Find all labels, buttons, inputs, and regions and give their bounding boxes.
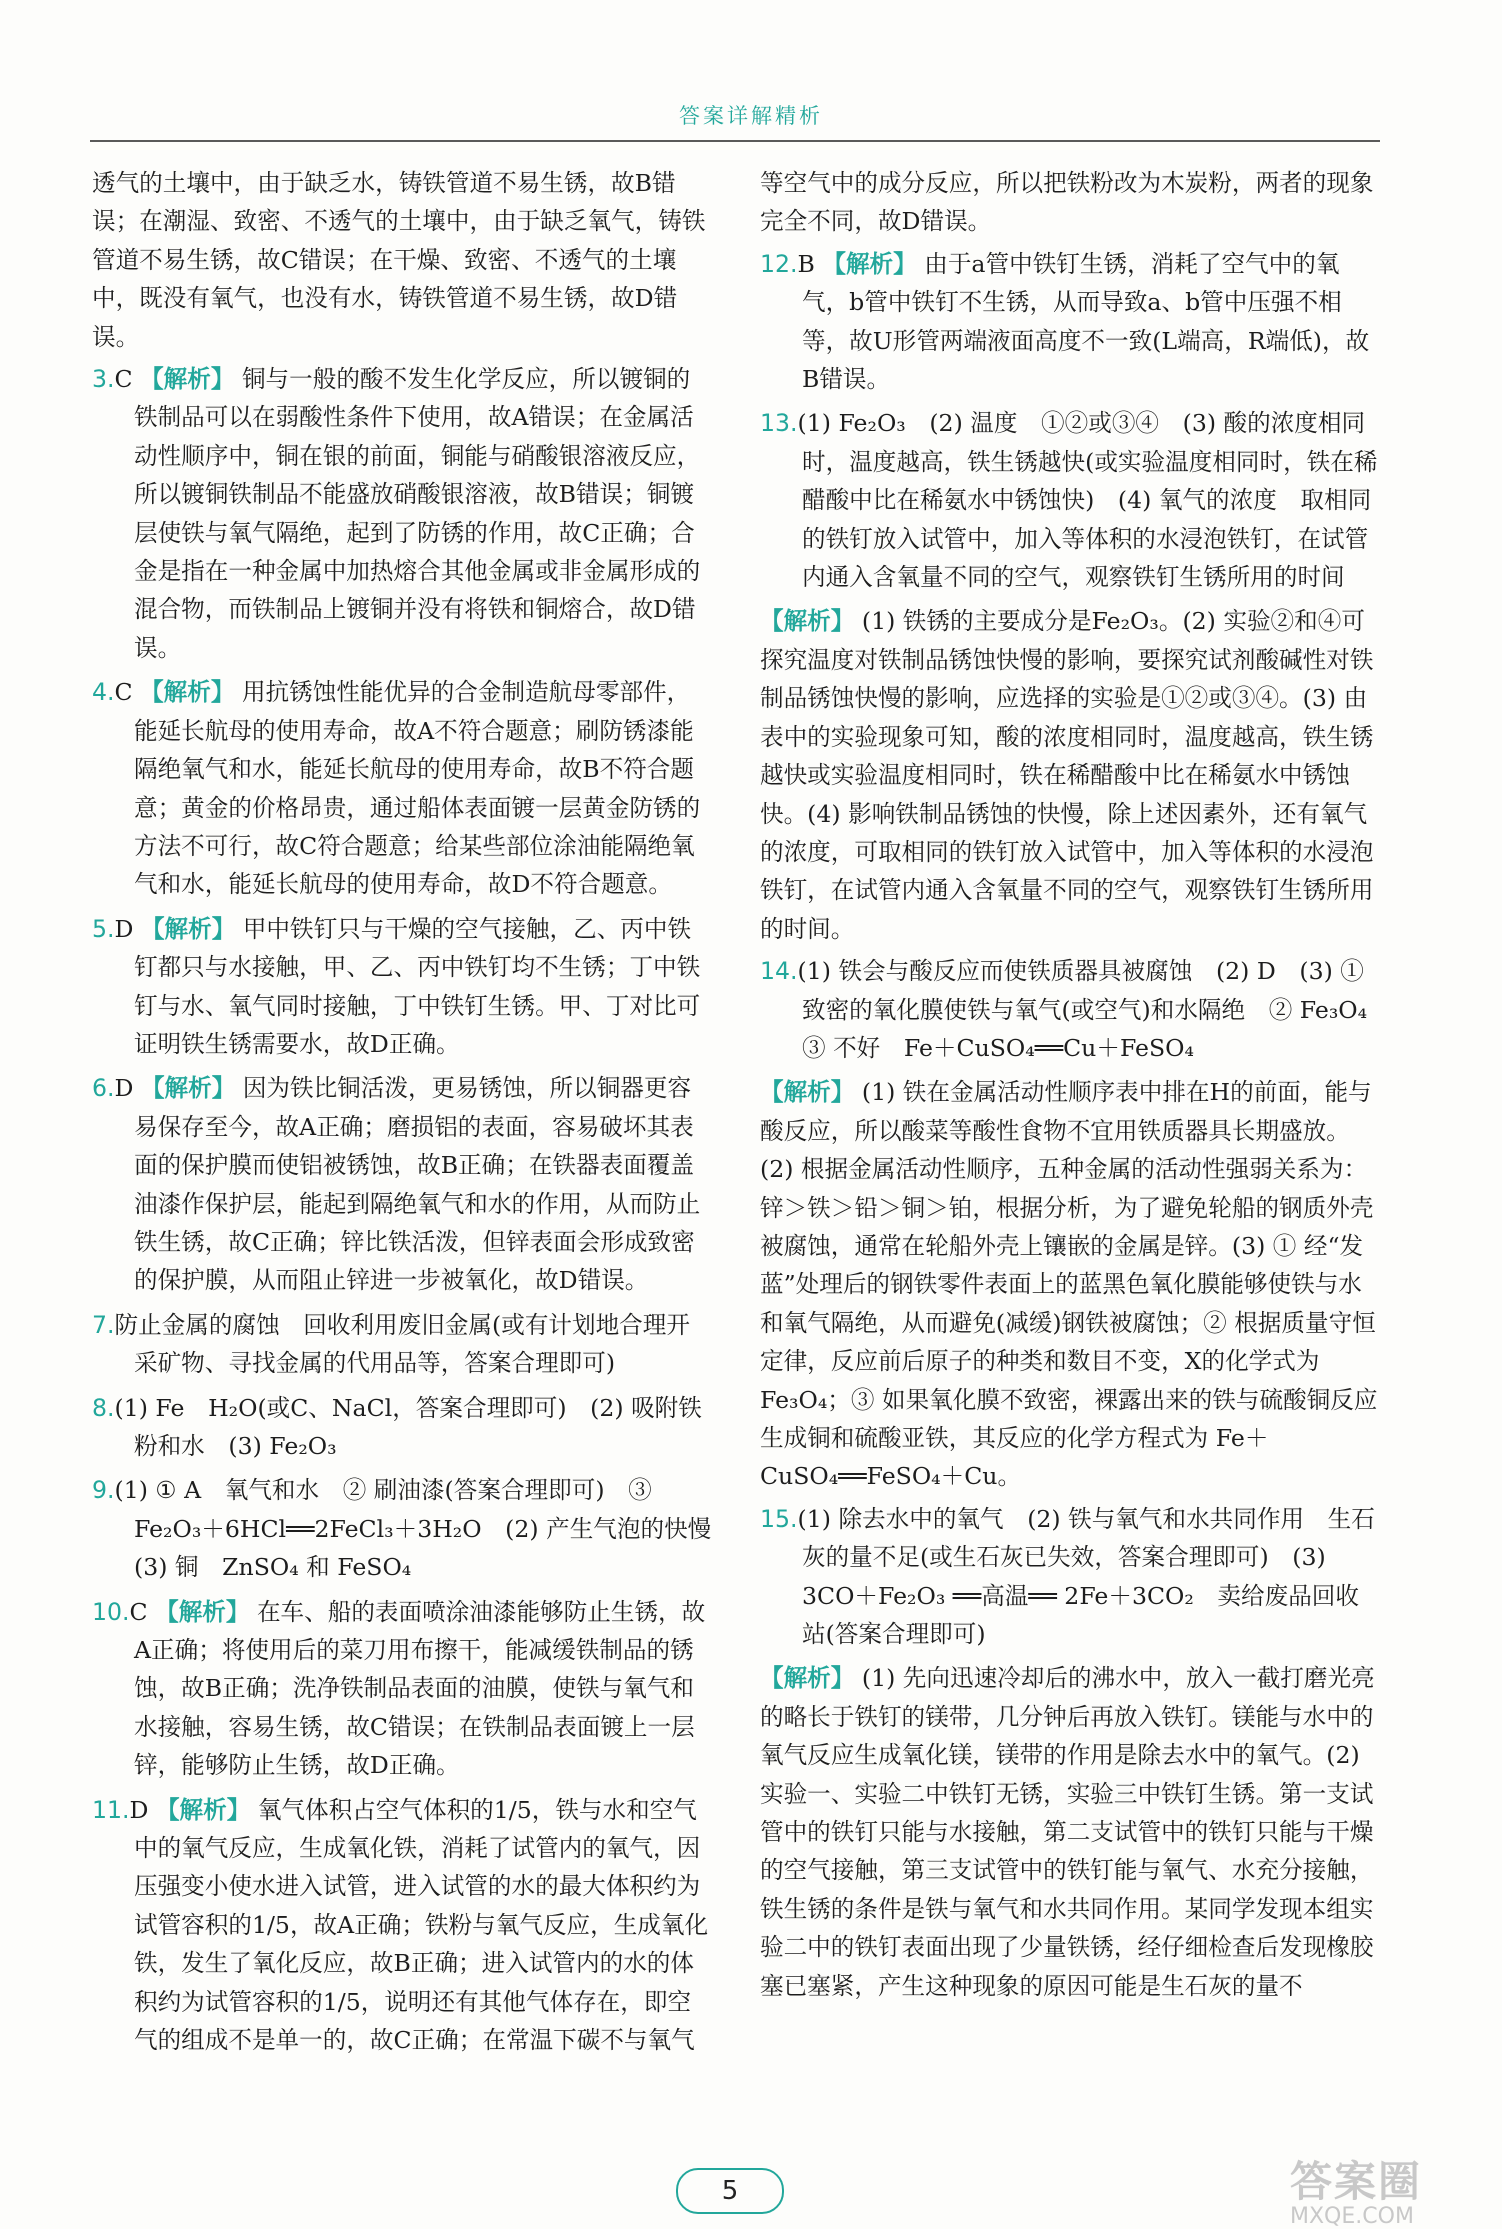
- answer-item: [92, 1791, 712, 2060]
- question-number: 5.: [92, 914, 115, 943]
- question-number: 9.: [92, 1476, 115, 1505]
- answer-choice: C: [129, 1597, 148, 1626]
- answer-choice: C: [114, 678, 133, 707]
- left-column: [92, 164, 735, 2066]
- watermark-text: 答案圈: [1290, 2157, 1423, 2206]
- paragraph-text: (1) Fe H₂O(或C、NaCl，答案合理即可) (2) 吸附铁粉和水 (3) Fe₂O₃: [114, 1393, 702, 1460]
- answer-item: [760, 404, 1380, 596]
- question-number: 8.: [92, 1393, 115, 1422]
- paragraph-text: (1) Fe₂O₃ (2) 温度 ①②或③④ (3) 酸的浓度相同时，温度越高，铁生锈越快(或实验温度相同时，铁在稀醋酸中比在稀氨水中锈蚀快) (4) 氧气的浓度 取相同的铁钉放入试管中，加入等体积的水浸泡铁钉，在试管内通入含氧量不同的空气，观察铁钉生锈所用的时间: [797, 409, 1378, 592]
- answer-item: [760, 952, 1391, 1067]
- answer-item: [92, 910, 712, 1064]
- paragraph-text: (1) 铁锈的主要成分是Fe₂O₃。(2) 实验②和④可探究温度对铁制品锈蚀快慢的影响，要探究试剂酸碱性对铁制品锈蚀快慢的影响，应选择的实验是①②或③④。(3) 由表中的实验现象可知，酸的浓度相同时，温度越高，铁生锈越快或实验温度相同时，铁在稀醋酸中比在稀氨水中锈蚀快。(4) 影响铁制品锈蚀的快慢，除上述因素外，还有氧气的浓度，可取相同的铁钉放入试管中，加入等体积的水浸泡铁钉，在试管内通入含氧量不同的空气，观察铁钉生锈所用的时间。: [760, 607, 1374, 943]
- answer-choice: D: [114, 914, 134, 943]
- answer-choice: D: [114, 1074, 134, 1103]
- analysis-tag: 【 解析 】: [140, 678, 234, 706]
- answer-choice: B: [797, 249, 815, 278]
- paragraph-text: (1) 铁会与酸反应而使铁质器具被腐蚀 (2) D (3) ① 致密的氧化膜使铁与氧气(或空气)和水隔绝 ② Fe₃O₄ ③ 不好 Fe＋CuSO₄══Cu＋FeSO₄: [797, 957, 1391, 1062]
- header-divider: [90, 140, 1380, 142]
- question-number: 14.: [760, 957, 798, 986]
- answer-item: [92, 1069, 712, 1299]
- question-number: 12.: [760, 249, 798, 278]
- paragraph-text: 因为铁比铜活泼，更易锈蚀，所以铜器更容易保存至今，故A正确；磨损铝的表面，容易破坏其表面的保护膜而使铝被锈蚀，故B正确；在铁器表面覆盖油漆作保护层，能起到隔绝氧气和水的作用，从而防止铁生锈，故C正确；锌比铁活泼，但锌表面会形成致密的保护膜，从而阻止锌进一步被氧化，故D错误。: [134, 1074, 701, 1295]
- answer-item: [92, 1306, 712, 1383]
- paragraph-text: 透气的土壤中，由于缺乏水，铸铁管道不易生锈，故B错误；在潮湿、致密、不透气的土壤中，由于缺乏氧气，铸铁管道不易生锈，故C错误；在干燥、致密、不透气的土壤中，既没有氧气，也没有水，铸铁管道不易生锈，故D错误。: [92, 169, 706, 351]
- answer-item: [760, 1500, 1380, 1654]
- question-number: 15.: [760, 1504, 798, 1533]
- question-number: 4.: [92, 678, 115, 707]
- question-number: 3.: [92, 365, 115, 394]
- paragraph-text: 甲中铁钉只与干燥的空气接触，乙、丙中铁钉都只与水接触，甲、乙、丙中铁钉均不生锈；丁中铁钉与水、氧气同时接触，丁中铁钉生锈。甲、丁对比可证明铁生锈需要水，故D正确。: [134, 914, 701, 1058]
- analysis-tag: 【 解析 】: [156, 1796, 250, 1824]
- answer-item: [92, 360, 712, 667]
- paragraph-text: 用抗锈蚀性能优异的合金制造航母零部件，能延长航母的使用寿命，故A不符合题意；刷防锈漆能隔绝氧气和水，能延长航母的使用寿命，故B不符合题意；黄金的价格昂贵，通过船体表面镀一层黄金防锈的方法不可行，故C符合题意；给某些部位涂油能隔绝氧气和水，能延长航母的使用寿命，故D不符合题意。: [134, 678, 701, 899]
- answer-choice: D: [129, 1795, 149, 1824]
- analysis-tag: 【 解析 】: [140, 365, 234, 393]
- answer-item: [92, 1593, 712, 1785]
- paragraph-text: (1) 除去水中的氧气 (2) 铁与氧气和水共同作用 生石灰的量不足(或生石灰已失效，答案合理即可) (3) 3CO＋Fe₂O₃ ══高温══ 2Fe＋3CO₂ 卖给废品回收站(答案合理即可): [797, 1504, 1375, 1649]
- question-number: 7.: [92, 1310, 115, 1339]
- question-number: 10.: [92, 1597, 130, 1626]
- analysis-tag: 【 解析 】: [155, 1598, 249, 1626]
- analysis-tag: 【 解析 】: [760, 607, 854, 635]
- analysis-tag: 【 解析 】: [822, 250, 916, 278]
- answer-choice: C: [114, 365, 133, 394]
- analysis-paragraph: [760, 1659, 1380, 2005]
- paragraph-text: 等空气中的成分反应，所以把铁粉改为木炭粉，两者的现象完全不同，故D错误。: [760, 169, 1374, 236]
- continued-paragraph: [760, 164, 1380, 241]
- continued-paragraph: [92, 164, 712, 356]
- paragraph-text: 氧气体积占空气体积的1/5，铁与水和空气中的氧气反应，生成氧化铁，消耗了试管内的氧气，因压强变小使水进入试管，进入试管的水的最大体积约为试管容积的1/5，故A正确；铁粉与氧气反应，生成氧化铁，发生了氧化反应，故B正确；进入试管内的水的体积约为试管容积的1/5，说明还有其他气体存在，即空气的组成不是单一的，故C正确；在常温下碳不与氧气: [134, 1795, 709, 2055]
- paragraph-text: 由于a管中铁钉生锈，消耗了空气中的氧气，b管中铁钉不生锈，从而导致a、b管中压强不相等，故U形管两端液面高度不一致(L端高，R端低)，故B错误。: [802, 249, 1370, 394]
- page-header: 答案详解精析: [679, 104, 823, 128]
- paragraph-text: 防止金属的腐蚀 回收利用废旧金属(或有计划地合理开采矿物、寻找金属的代用品等，答案合理即可): [114, 1310, 690, 1378]
- analysis-paragraph: [760, 1073, 1380, 1495]
- question-number: 11.: [92, 1795, 130, 1824]
- answer-item: [92, 673, 712, 903]
- analysis-tag: 【 解析 】: [760, 1664, 854, 1692]
- question-number: 6.: [92, 1074, 115, 1103]
- answer-item: [760, 245, 1380, 399]
- answer-item: [92, 1389, 712, 1466]
- paragraph-text: (1) ① A 氧气和水 ② 刷油漆(答案合理即可) ③ Fe₂O₃＋6HCl══2FeCl₃＋3H₂O (2) 产生气泡的快慢 (3) 铜 ZnSO₄ 和 FeSO₄: [114, 1476, 735, 1582]
- analysis-paragraph: [760, 602, 1380, 948]
- paragraph-text: 铜与一般的酸不发生化学反应，所以镀铜的铁制品可以在弱酸性条件下使用，故A错误；在金属活动性顺序中，铜在银的前面，铜能与硝酸银溶液反应，所以镀铜铁制品不能盛放硝酸银溶液，故B错误；铜镀层使铁与氧气隔绝，起到了防锈的作用，故C正确；合金是指在一种金属中加热熔合其他金属或非金属形成的混合物，而铁制品上镀铜并没有将铁和铜熔合，故D错误。: [134, 365, 701, 662]
- watermark-url: MXQE.COM: [1290, 2204, 1414, 2229]
- analysis-tag: 【 解析 】: [760, 1078, 854, 1106]
- page-number: 5: [676, 2168, 784, 2214]
- paragraph-text: (1) 先向迅速冷却后的沸水中，放入一截打磨光亮的略长于铁钉的镁带，几分钟后再放入铁钉。镁能与水中的氧气反应生成氧化镁，镁带的作用是除去水中的氧气。(2) 实验一、实验二中铁钉无锈，实验三中铁钉生锈。第一支试管中的铁钉只能与水接触，第二支试管中的铁钉只能与干燥的空气接触，第三支试管中的铁钉能与氧气、水充分接触，铁生锈的条件是铁与氧气和水共同作用。某同学发现本组实验二中的铁钉表面出现了少量铁锈，经仔细检查后发现橡胶塞已塞紧，产生这种现象的原因可能是生石灰的量不: [760, 1664, 1375, 2000]
- answer-item: [92, 1471, 735, 1586]
- analysis-tag: 【 解析 】: [141, 1074, 235, 1102]
- paragraph-text: 在车、船的表面喷涂油漆能够防止生锈，故A正确；将使用后的菜刀用布擦干，能减缓铁制品的锈蚀，故B正确；洗净铁制品表面的油膜，使铁与氧气和水接触，容易生锈，故C错误；在铁制品表面镀上一层锌，能够防止生锈，故D正确。: [134, 1597, 706, 1780]
- analysis-tag: 【 解析 】: [141, 915, 235, 943]
- right-column: [760, 164, 1391, 2009]
- question-number: 13.: [760, 409, 798, 438]
- watermark-logo: [1290, 2157, 1423, 2229]
- paragraph-text: (1) 铁在金属活动性顺序表中排在H的前面，能与酸反应，所以酸菜等酸性食物不宜用铁质器具长期盛放。(2) 根据金属活动性顺序，五种金属的活动性强弱关系为：锌＞铁＞铅＞铜＞铂，根据分析，为了避免轮船的钢质外壳被腐蚀，通常在轮船外壳上镶嵌的金属是锌。(3) ① 经“发蓝”处理后的钢铁零件表面上的蓝黑色氧化膜能够使铁与水和氧气隔绝，从而避免(减缓)钢铁被腐蚀；② 根据质量守恒定律，反应前后原子的种类和数目不变，X的化学式为Fe₃O₄；③ 如果氧化膜不致密，裸露出来的铁与硫酸铜反应生成铜和硫酸亚铁，其反应的化学方程式为 Fe＋CuSO₄══FeSO₄＋Cu。: [760, 1078, 1378, 1491]
